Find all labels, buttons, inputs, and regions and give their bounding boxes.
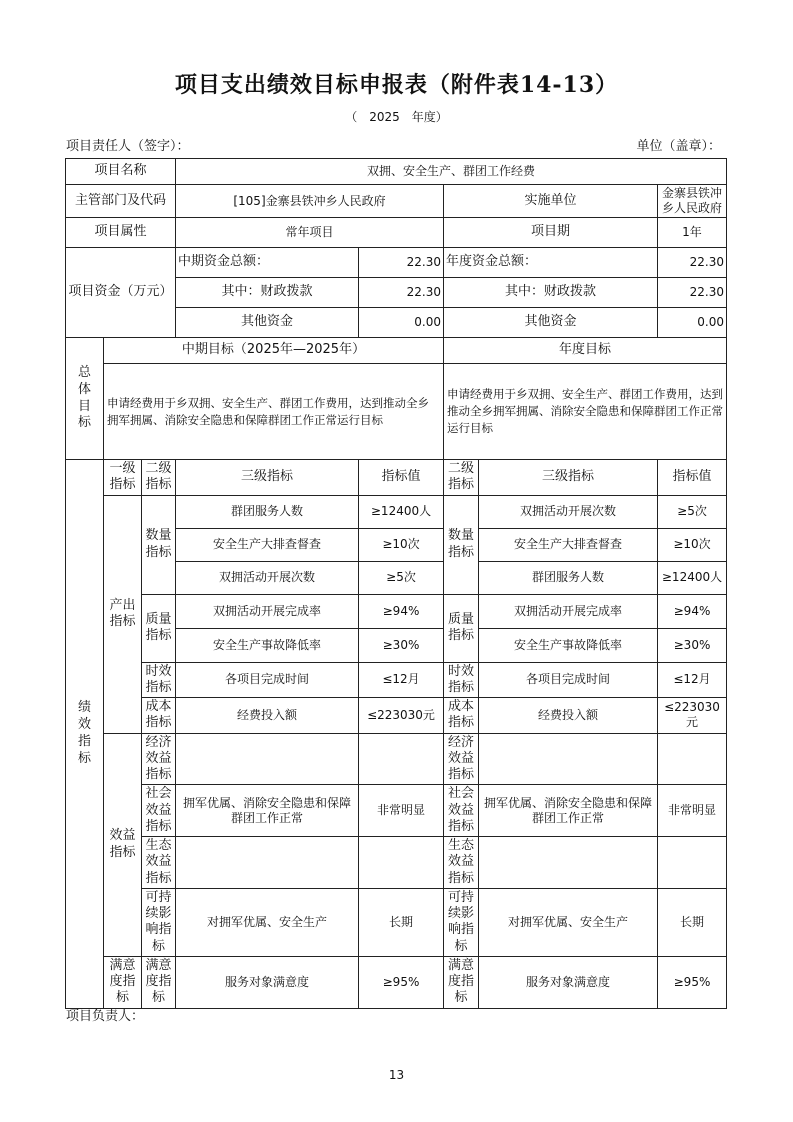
table-row: 对拥军优属、安全生产	[479, 888, 658, 956]
social-indicator: 社会效益指标	[142, 785, 176, 837]
satisfaction-level2-year: 满意度指标	[444, 956, 479, 1008]
indicator-value: 长期	[359, 888, 444, 956]
funds-label: 项目资金（万元）	[66, 248, 176, 338]
indicator-value: ≥10次	[658, 528, 727, 561]
dept-value: [105]金寨县铁冲乡人民政府	[176, 185, 444, 218]
header-level2-year: 二级指标	[444, 460, 479, 496]
indicator-value	[658, 837, 727, 889]
year-total-value: 22.30	[658, 248, 727, 278]
table-row: 安全生产事故降低率	[176, 628, 359, 662]
year-fiscal-label: 其中：财政拨款	[444, 278, 658, 308]
indicator-value: 非常明显	[359, 785, 444, 837]
table-row: 服务对象满意度	[176, 956, 359, 1008]
table-row: 双拥活动开展次数	[176, 561, 359, 594]
table-row: 双拥活动开展次数	[479, 495, 658, 528]
year-goal-text: 申请经费用于乡双拥、安全生产、群团工作费用，达到推动全乡拥军拥属、消除安全隐患和保障群团工作正常运行目标	[444, 364, 727, 460]
table-row: 双拥活动开展完成率	[176, 594, 359, 628]
table-row	[176, 837, 359, 889]
indicator-value: ≤12月	[658, 662, 727, 698]
header-level2: 二级指标	[142, 460, 176, 496]
mid-other-label: 其他资金	[176, 308, 359, 338]
header-value-year: 指标值	[658, 460, 727, 496]
indicators-label: 绩效指标	[66, 460, 104, 1009]
year-total-label: 年度资金总额：	[444, 248, 658, 278]
quality-indicator: 质量指标	[142, 594, 176, 662]
responsible-person-label: 项目负责人：	[66, 1009, 145, 1024]
economic-indicator-year: 经济效益指标	[444, 733, 479, 785]
project-period-label: 项目期	[444, 218, 658, 248]
indicator-value: ≥12400人	[359, 495, 444, 528]
table-row	[479, 733, 658, 785]
page-number: 13	[388, 1068, 405, 1082]
year-other-label: 其他资金	[444, 308, 658, 338]
indicator-value	[658, 733, 727, 785]
performance-goal-table	[65, 158, 727, 1009]
sustainable-indicator: 可持续影响指标	[142, 888, 176, 956]
indicator-value: ≥95%	[359, 956, 444, 1008]
timeliness-indicator: 时效指标	[142, 662, 176, 698]
cost-indicator-year: 成本指标	[444, 698, 479, 734]
quantity-indicator-year: 数量指标	[444, 495, 479, 594]
indicator-value: ≤223030元	[359, 698, 444, 734]
satisfaction-level2: 满意度指标	[142, 956, 176, 1008]
header-level3: 三级指标	[176, 460, 359, 496]
mid-fiscal-label: 其中：财政拨款	[176, 278, 359, 308]
table-row: 经费投入额	[479, 698, 658, 734]
table-row	[176, 733, 359, 785]
project-attr-value: 常年项目	[176, 218, 444, 248]
output-indicator: 产出指标	[104, 495, 142, 733]
indicator-value	[359, 733, 444, 785]
table-row: 拥军优属、消除安全隐患和保障群团工作正常	[479, 785, 658, 837]
overall-goal-label: 总体目标	[66, 338, 104, 460]
table-row: 安全生产事故降低率	[479, 628, 658, 662]
benefit-indicator: 效益指标	[104, 733, 142, 956]
mid-total-label: 中期资金总额：	[176, 248, 359, 278]
mid-other-value: 0.00	[359, 308, 444, 338]
year-goal-header: 年度目标	[444, 338, 727, 364]
dept-label: 主管部门及代码	[66, 185, 176, 218]
impl-unit-value: 金寨县铁冲乡人民政府	[658, 185, 727, 218]
unit-seal-label: 单位（盖章）：	[636, 139, 721, 154]
indicator-value: ≥10次	[359, 528, 444, 561]
indicator-value: ≥94%	[658, 594, 727, 628]
mid-goal-header: 中期目标（2025年—2025年）	[104, 338, 444, 364]
header-value: 指标值	[359, 460, 444, 496]
table-row: 经费投入额	[176, 698, 359, 734]
header-level3-year: 三级指标	[479, 460, 658, 496]
table-row: 拥军优属、消除安全隐患和保障群团工作正常	[176, 785, 359, 837]
mid-fiscal-value: 22.30	[359, 278, 444, 308]
indicator-value: ≥94%	[359, 594, 444, 628]
table-row: 双拥活动开展完成率	[479, 594, 658, 628]
social-indicator-year: 社会效益指标	[444, 785, 479, 837]
leader-signature-label: 项目责任人（签字）：	[66, 139, 190, 154]
indicator-value: 长期	[658, 888, 727, 956]
table-row	[479, 837, 658, 889]
table-row: 各项目完成时间	[176, 662, 359, 698]
page-title: 项目支出绩效目标申报表（附件表14-13）	[174, 72, 619, 98]
indicator-value: ≥5次	[658, 495, 727, 528]
sustainable-indicator-year: 可持续影响指标	[444, 888, 479, 956]
ecological-indicator-year: 生态效益指标	[444, 837, 479, 889]
indicator-value: ≥12400人	[658, 561, 727, 594]
table-row: 安全生产大排查督查	[176, 528, 359, 561]
table-row: 对拥军优属、安全生产	[176, 888, 359, 956]
mid-goal-text: 申请经费用于乡双拥、安全生产、群团工作费用，达到推动全乡拥军拥属、消除安全隐患和保障群团工作正常运行目标	[104, 364, 444, 460]
indicator-value: ≤223030元	[658, 698, 727, 734]
indicator-value: 非常明显	[658, 785, 727, 837]
year-fiscal-value: 22.30	[658, 278, 727, 308]
economic-indicator: 经济效益指标	[142, 733, 176, 785]
table-row: 群团服务人数	[176, 495, 359, 528]
project-period-value: 1年	[658, 218, 727, 248]
indicator-value: ≥30%	[658, 628, 727, 662]
header-level1: 一级指标	[104, 460, 142, 496]
project-name-value: 双拥、安全生产、群团工作经费	[176, 159, 727, 185]
table-row: 各项目完成时间	[479, 662, 658, 698]
table-row: 群团服务人数	[479, 561, 658, 594]
indicator-value: ≥5次	[359, 561, 444, 594]
indicator-value	[359, 837, 444, 889]
indicator-value: ≥30%	[359, 628, 444, 662]
cost-indicator: 成本指标	[142, 698, 176, 734]
impl-unit-label: 实施单位	[444, 185, 658, 218]
project-attr-label: 项目属性	[66, 218, 176, 248]
table-row: 安全生产大排查督查	[479, 528, 658, 561]
ecological-indicator: 生态效益指标	[142, 837, 176, 889]
table-row: 服务对象满意度	[479, 956, 658, 1008]
mid-total-value: 22.30	[359, 248, 444, 278]
year-other-value: 0.00	[658, 308, 727, 338]
satisfaction-level1: 满意度指标	[104, 956, 142, 1008]
quantity-indicator: 数量指标	[142, 495, 176, 594]
timeliness-indicator-year: 时效指标	[444, 662, 479, 698]
year-label: （ 2025 年度）	[345, 110, 448, 124]
quality-indicator-year: 质量指标	[444, 594, 479, 662]
indicator-value: ≤12月	[359, 662, 444, 698]
indicator-value: ≥95%	[658, 956, 727, 1008]
project-name-label: 项目名称	[66, 159, 176, 185]
